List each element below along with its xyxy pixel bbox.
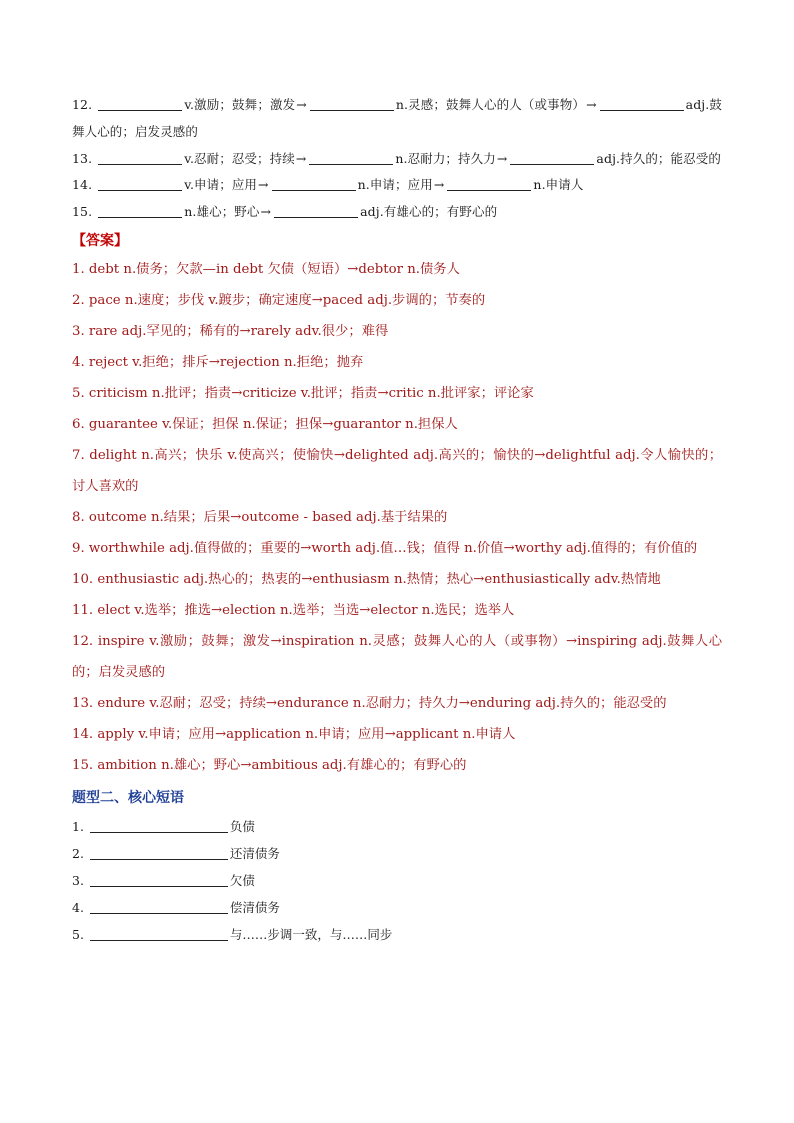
answer-blank[interactable] (272, 176, 356, 191)
answer-line: 6. guarantee v.保证；担保 n.保证；担保→guarantor n.担保人 (72, 416, 458, 432)
answer-line: 10. enthusiastic adj.热心的；热衷的→enthusiasm n.热情；热心→enthusiastically adv.热情地 (72, 571, 661, 587)
answer-line: 2. pace n.速度；步伐 v.踱步；确定速度→paced adj.步调的；节奏的 (72, 292, 486, 308)
answer-line: 14. apply v.申请；应用→application n.申请；应用→applicant n.申请人 (72, 726, 516, 742)
answer-blank[interactable] (600, 96, 684, 111)
phrase-item: 3. 欠债 (72, 872, 255, 888)
answer-blank[interactable] (310, 96, 394, 111)
answer-blank[interactable] (98, 96, 182, 111)
answer-blank[interactable] (90, 926, 228, 941)
answer-blank[interactable] (90, 818, 228, 833)
answer-line: 1. debt n.债务；欠款—in debt 欠债（短语）→debtor n.债务人 (72, 261, 460, 277)
phrase-item: 4. 偿清债务 (72, 899, 280, 915)
answer-line: 4. reject v.拒绝；排斥→rejection n.拒绝；抛弃 (72, 354, 364, 370)
answer-line: 12. inspire v.激励；鼓舞；激发→inspiration n.灵感；鼓舞人心的人（或事物）→inspiring adj.鼓舞人心的；启发灵感的 (72, 633, 722, 680)
answer-blank[interactable] (274, 203, 358, 218)
answer-blank[interactable] (90, 845, 228, 860)
answer-line: 8. outcome n.结果；后果→outcome - based adj.基于结果的 (72, 509, 448, 525)
answer-line: 7. delight n.高兴；快乐 v.使高兴；使愉快→delighted adj.高兴的；愉快的→delightful adj.令人愉快的；讨人喜欢的 (72, 447, 722, 494)
answer-line: 3. rare adj.罕见的；稀有的→rarely adv.很少；难得 (72, 323, 389, 339)
phrase-item: 2. 还清债务 (72, 845, 280, 861)
phrase-item: 5. 与……步调一致，与……同步 (72, 926, 393, 942)
answer-line: 11. elect v.选举；推选→election n.选举；当选→elector n.选民；选举人 (72, 602, 515, 618)
answer-blank[interactable] (98, 150, 182, 165)
content (72, 92, 722, 948)
section-title: 题型二、核心短语 (72, 789, 184, 806)
question-15: 15. n.雄心；野心→ adj.有雄心的；有野心的 (72, 204, 498, 220)
answer-blank[interactable] (90, 872, 228, 887)
answer-blank[interactable] (98, 203, 182, 218)
answer-heading: 【答案】 (72, 232, 128, 249)
question-14: 14. v.申请；应用→ n.申请；应用→ n.申请人 (72, 177, 584, 193)
answer-line: 13. endure v.忍耐；忍受；持续→endurance n.忍耐力；持久力→enduring adj.持久的；能忍受的 (72, 695, 667, 711)
phrase-item: 1. 负债 (72, 818, 255, 834)
question-12: 12. v.激励；鼓舞；激发→ n.灵感；鼓舞人心的人（或事物）→ adj.鼓舞人心的；启发灵感的 (72, 97, 723, 139)
answer-blank[interactable] (447, 176, 531, 191)
answer-line: 5. criticism n.批评；指责→criticize v.批评；指责→critic n.批评家；评论家 (72, 385, 534, 401)
question-13: 13. v.忍耐；忍受；持续→ n.忍耐力；持久力→ adj.持久的；能忍受的 (72, 150, 721, 166)
answer-blank[interactable] (309, 150, 393, 165)
answer-blank[interactable] (510, 150, 594, 165)
answer-line: 9. worthwhile adj.值得做的；重要的→worth adj.值…钱；值得 n.价值→worthy adj.值得的；有价值的 (72, 540, 698, 556)
answer-blank[interactable] (98, 176, 182, 191)
answer-blank[interactable] (90, 899, 228, 914)
answer-line: 15. ambition n.雄心；野心→ambitious adj.有雄心的；有野心的 (72, 757, 467, 773)
